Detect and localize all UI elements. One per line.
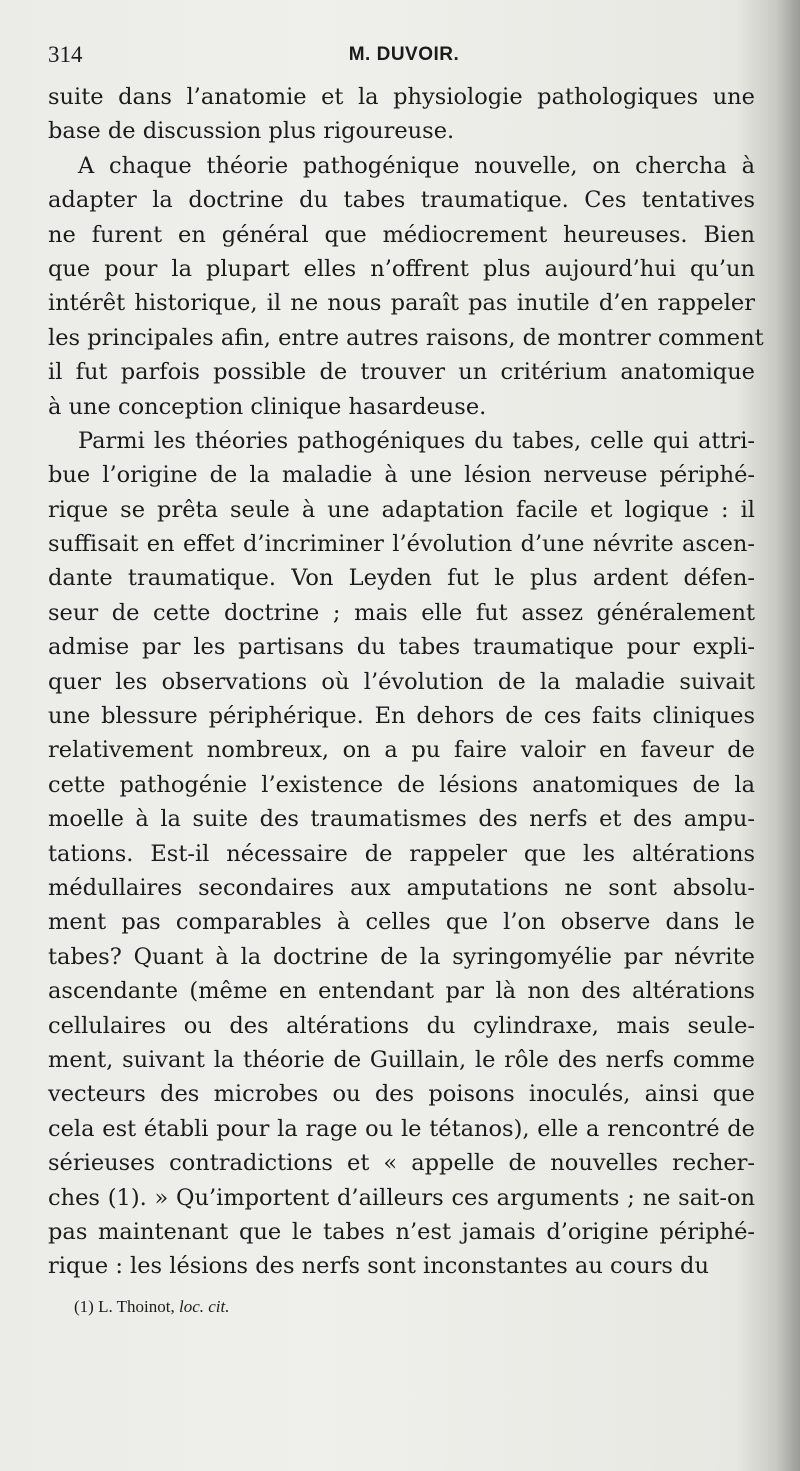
text-line: rique se prêta seule à une adaptation facile et logique : il: [48, 496, 755, 523]
text-line: cela est établi pour la rage ou le tétanos), elle a rencontré de: [48, 1115, 755, 1142]
text-line: vecteurs des microbes ou des poisons inoculés, ainsi que: [48, 1081, 755, 1108]
text-line: seur de cette doctrine ; mais elle fut assez généralement: [48, 599, 755, 626]
text-line: médullaires secondaires aux amputations ne sont absolu-: [48, 874, 755, 901]
text-line: les principales afin, entre autres raisons, de montrer comment: [48, 324, 764, 351]
text-line: ment pas comparables à celles que l’on observe dans le: [48, 909, 755, 936]
paragraph: [48, 80, 755, 149]
text-line: rique : les lésions des nerfs sont inconstantes au cours du: [48, 1253, 709, 1280]
text-line: que pour la plupart elles n’offrent plus aujourd’hui qu’un: [48, 255, 755, 282]
text-line: ne furent en général que médiocrement heureuses. Bien: [48, 221, 755, 248]
text-line: suite dans l’anatomie et la physiologie pathologiques une: [48, 84, 755, 110]
text-line: il fut parfois possible de trouver un critérium anatomique: [48, 359, 755, 386]
text-line: ches (1). » Qu’importent d’ailleurs ces arguments ; ne sait-on: [48, 1184, 755, 1211]
text-line: tations. Est-il nécessaire de rappeler que les altérations: [48, 840, 755, 867]
text-line: ascendante (même en entendant par là non des altérations: [48, 978, 755, 1005]
page-number: 314: [48, 42, 83, 67]
text-line: ment, suivant la théorie de Guillain, le rôle des nerfs comme: [48, 1046, 755, 1073]
text-line: intérêt historique, il ne nous paraît pas inutile d’en rappeler: [48, 290, 755, 317]
text-line: A chaque théorie pathogénique nouvelle, on chercha à: [78, 152, 755, 179]
text-line: sérieuses contradictions et « appelle de nouvelles recher-: [48, 1150, 755, 1177]
paragraph: [48, 424, 755, 1284]
text-line: tabes? Quant à la doctrine de la syringomyélie par névrite: [48, 943, 755, 970]
text-line: suffisait en effet d’incriminer l’évolution d’une névrite ascen-: [48, 531, 755, 558]
text-line: adapter la doctrine du tabes traumatique. Ces tentatives: [48, 187, 755, 214]
text-line: cette pathogénie l’existence de lésions anatomiques de la: [48, 771, 755, 798]
text-line: dante traumatique. Von Leyden fut le plus ardent défen-: [48, 565, 755, 592]
text-line: pas maintenant que le tabes n’est jamais d’origine périphé-: [48, 1218, 755, 1245]
text-line: admise par les partisans du tabes traumatique pour expli-: [48, 634, 755, 661]
text-line: relativement nombreux, on a pu faire valoir en faveur de: [48, 737, 755, 764]
text-line: à une conception clinique hasardeuse.: [48, 393, 487, 420]
paragraph: [48, 149, 764, 424]
footnote-marker: (1) L. Thoinot,: [74, 1297, 175, 1316]
footnote: [74, 1297, 230, 1317]
text-line: quer les observations où l’évolution de la maladie suivait: [48, 668, 755, 695]
text-line: Parmi les théories pathogéniques du tabes, celle qui attri-: [78, 427, 755, 454]
body-text: [48, 80, 764, 1284]
running-head: M. DUVOIR.: [348, 44, 460, 65]
text-line: moelle à la suite des traumatismes des nerfs et des ampu-: [48, 806, 755, 833]
text-line: bue l’origine de la maladie à une lésion nerveuse périphé-: [48, 462, 755, 489]
page-header: [48, 42, 760, 72]
text-line: base de discussion plus rigoureuse.: [48, 118, 455, 145]
footnote-reference: loc. cit.: [178, 1297, 230, 1316]
text-line: cellulaires ou des altérations du cylindraxe, mais seule-: [48, 1012, 755, 1039]
text-line: une blessure périphérique. En dehors de ces faits cliniques: [48, 703, 755, 730]
